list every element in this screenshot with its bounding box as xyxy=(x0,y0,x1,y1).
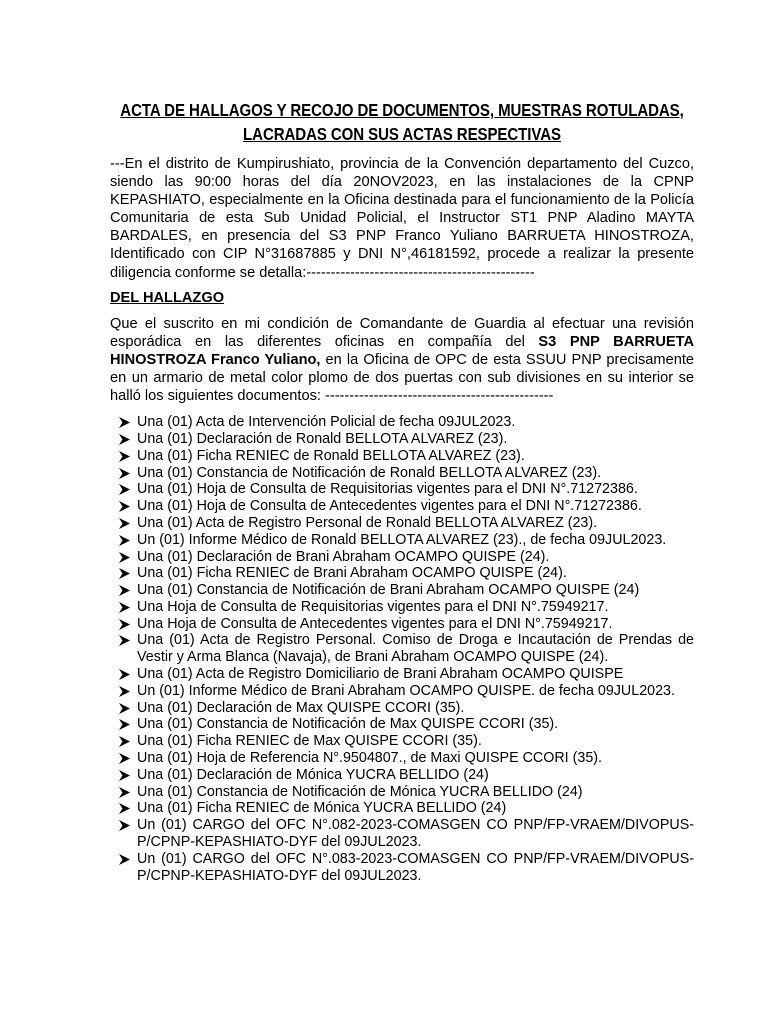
list-item xyxy=(110,666,694,683)
list-item-text: Una (01) Acta de Intervención Policial de fecha 09JUL2023. xyxy=(137,414,516,431)
arrowhead-bullet-icon xyxy=(118,483,131,496)
arrowhead-bullet-icon xyxy=(118,802,131,815)
list-item xyxy=(110,448,694,465)
arrowhead-bullet-icon xyxy=(118,433,131,446)
arrowhead-bullet-icon xyxy=(118,618,131,631)
list-item xyxy=(110,582,694,599)
list-item xyxy=(110,716,694,733)
list-item-text: Una (01) Constancia de Notificación de Max QUISPE CCORI (35). xyxy=(137,716,559,733)
list-item xyxy=(110,784,694,801)
list-item xyxy=(110,465,694,482)
arrowhead-bullet-icon xyxy=(118,634,131,647)
arrowhead-bullet-icon xyxy=(118,517,131,530)
list-item-text: Un (01) CARGO del OFC N°.082-2023-COMASGEN CO PNP/FP-VRAEM/DIVOPUS-P/CPNP-KEPASHIATO-DYF del 09JUL2023. xyxy=(137,817,694,851)
list-item xyxy=(110,851,694,885)
document-title xyxy=(116,98,687,146)
arrowhead-bullet-icon xyxy=(118,467,131,480)
list-item xyxy=(110,750,694,767)
finding-text-1: Que el suscrito en mi condición de Comandante de Guardia al efectuar una revisión esporádica en las diferentes oficinas en compañía del xyxy=(110,315,694,350)
arrowhead-bullet-icon xyxy=(118,769,131,782)
arrowhead-bullet-icon xyxy=(118,718,131,731)
list-item-text: Una (01) Declaración de Mónica YUCRA BELLIDO (24) xyxy=(137,766,489,783)
title-line-1: ACTA DE HALLAGOS Y RECOJO DE DOCUMENTOS, MUESTRAS ROTULADAS, xyxy=(120,100,684,120)
list-item xyxy=(110,632,694,666)
list-item-text: Una (01) Ficha RENIEC de Max QUISPE CCORI (35). xyxy=(137,733,482,750)
list-item-text: Una (01) Hoja de Referencia N°.9504807., de Maxi QUISPE CCORI (35). xyxy=(137,750,603,767)
list-item xyxy=(110,733,694,750)
list-item xyxy=(110,532,694,549)
list-item xyxy=(110,565,694,582)
list-item-text: Un (01) Informe Médico de Brani Abraham OCAMPO QUISPE. de fecha 09JUL2023. xyxy=(137,682,675,699)
finding-paragraph xyxy=(110,315,694,405)
list-item xyxy=(110,683,694,700)
intro-paragraph: ---En el distrito de Kumpirushiato, provincia de la Convención departamento del Cuzco, siendo las 90:00 horas del día 20NOV2023, en las instalaciones de la CPNP KEPASHIATO, especialmente en la Oficina destinada para el funcionamiento de la Policía Comunitaria de esta Sub Unidad Policial, el Instructor ST1 PNP Aladino MAYTA BARDALES, en presencia del S3 PNP Franco Yuliano BARRUETA HINOSTROZA, Identificado con CIP N°31687885 y DNI N°,46181592, procede a realizar la presente diligencia conforme se detalla:----------------------------------------------- xyxy=(110,156,694,281)
arrowhead-bullet-icon xyxy=(118,819,131,832)
list-item-text: Una (01) Declaración de Max QUISPE CCORI (35). xyxy=(137,699,465,716)
list-item-text: Una (01) Ficha RENIEC de Brani Abraham OCAMPO QUISPE (24). xyxy=(137,565,567,582)
arrowhead-bullet-icon xyxy=(118,416,131,429)
list-item xyxy=(110,700,694,717)
documents-list xyxy=(110,414,694,884)
arrowhead-bullet-icon xyxy=(118,567,131,580)
arrowhead-bullet-icon xyxy=(118,685,131,698)
list-item-text: Una (01) Acta de Registro Personal de Ronald BELLOTA ALVAREZ (23). xyxy=(137,514,598,531)
list-item-text: Una Hoja de Consulta de Requisitorias vigentes para el DNI N°.75949217. xyxy=(137,598,609,615)
list-item-text: Una (01) Constancia de Notificación de Brani Abraham OCAMPO QUISPE (24) xyxy=(137,582,640,599)
arrowhead-bullet-icon xyxy=(118,601,131,614)
document-page xyxy=(110,98,694,884)
list-item xyxy=(110,481,694,498)
arrowhead-bullet-icon xyxy=(118,752,131,765)
list-item xyxy=(110,414,694,431)
list-item-text: Una Hoja de Consulta de Antecedentes vigentes para el DNI N°.75949217. xyxy=(137,615,613,632)
section-heading: DEL HALLAZGO xyxy=(110,289,225,306)
list-item xyxy=(110,549,694,566)
list-item-text: Una (01) Acta de Registro Domiciliario de Brani Abraham OCAMPO QUISPE xyxy=(137,666,624,683)
list-item-text: Una (01) Acta de Registro Personal. Comiso de Droga e Incautación de Prendas de Vestir y Arma Blanca (Navaja), de Brani Abraham OCAMPO QUISPE (24). xyxy=(137,632,694,666)
arrowhead-bullet-icon xyxy=(118,786,131,799)
arrowhead-bullet-icon xyxy=(118,500,131,513)
arrowhead-bullet-icon xyxy=(118,534,131,547)
list-item-text: Una (01) Hoja de Consulta de Antecedentes vigentes para el DNI N°.71272386. xyxy=(137,498,642,515)
list-item-text: Una (01) Declaración de Brani Abraham OCAMPO QUISPE (24). xyxy=(137,548,550,565)
list-item xyxy=(110,616,694,633)
list-item-text: Una (01) Ficha RENIEC de Mónica YUCRA BELLIDO (24) xyxy=(137,800,507,817)
finding-bold-name: S3 PNP BARRUETA HINOSTROZA Franco Yuliano, xyxy=(110,333,694,368)
list-item-text: Una (01) Constancia de Notificación de Mónica YUCRA BELLIDO (24) xyxy=(137,783,583,800)
arrowhead-bullet-icon xyxy=(118,584,131,597)
list-item-text: Una (01) Hoja de Consulta de Requisitorias vigentes para el DNI N°.71272386. xyxy=(137,481,638,498)
list-item-text: Una (01) Ficha RENIEC de Ronald BELLOTA ALVAREZ (23). xyxy=(137,447,525,464)
list-item-text: Un (01) Informe Médico de Ronald BELLOTA ALVAREZ (23)., de fecha 09JUL2023. xyxy=(137,531,667,548)
arrowhead-bullet-icon xyxy=(118,551,131,564)
list-item xyxy=(110,817,694,851)
arrowhead-bullet-icon xyxy=(118,702,131,715)
list-item xyxy=(110,800,694,817)
list-item-text: Una (01) Declaración de Ronald BELLOTA ALVAREZ (23). xyxy=(137,430,508,447)
list-item xyxy=(110,431,694,448)
arrowhead-bullet-icon xyxy=(118,735,131,748)
list-item xyxy=(110,498,694,515)
list-item xyxy=(110,767,694,784)
arrowhead-bullet-icon xyxy=(118,853,131,866)
list-item-text: Un (01) CARGO del OFC N°.083-2023-COMASGEN CO PNP/FP-VRAEM/DIVOPUS-P/CPNP-KEPASHIATO-DYF del 09JUL2023. xyxy=(137,850,694,884)
title-line-2: LACRADAS CON SUS ACTAS RESPECTIVAS xyxy=(243,124,561,144)
arrowhead-bullet-icon xyxy=(118,450,131,463)
list-item xyxy=(110,515,694,532)
list-item-text: Una (01) Constancia de Notificación de Ronald BELLOTA ALVAREZ (23). xyxy=(137,464,602,481)
arrowhead-bullet-icon xyxy=(118,668,131,681)
finding-text-2: en la Oficina de OPC de esta SSUU PNP precisamente en un armario de metal color plomo de dos puertas con sub divisiones en su interior se halló los siguientes documentos: ----------------------------------------------- xyxy=(110,351,694,405)
list-item xyxy=(110,599,694,616)
